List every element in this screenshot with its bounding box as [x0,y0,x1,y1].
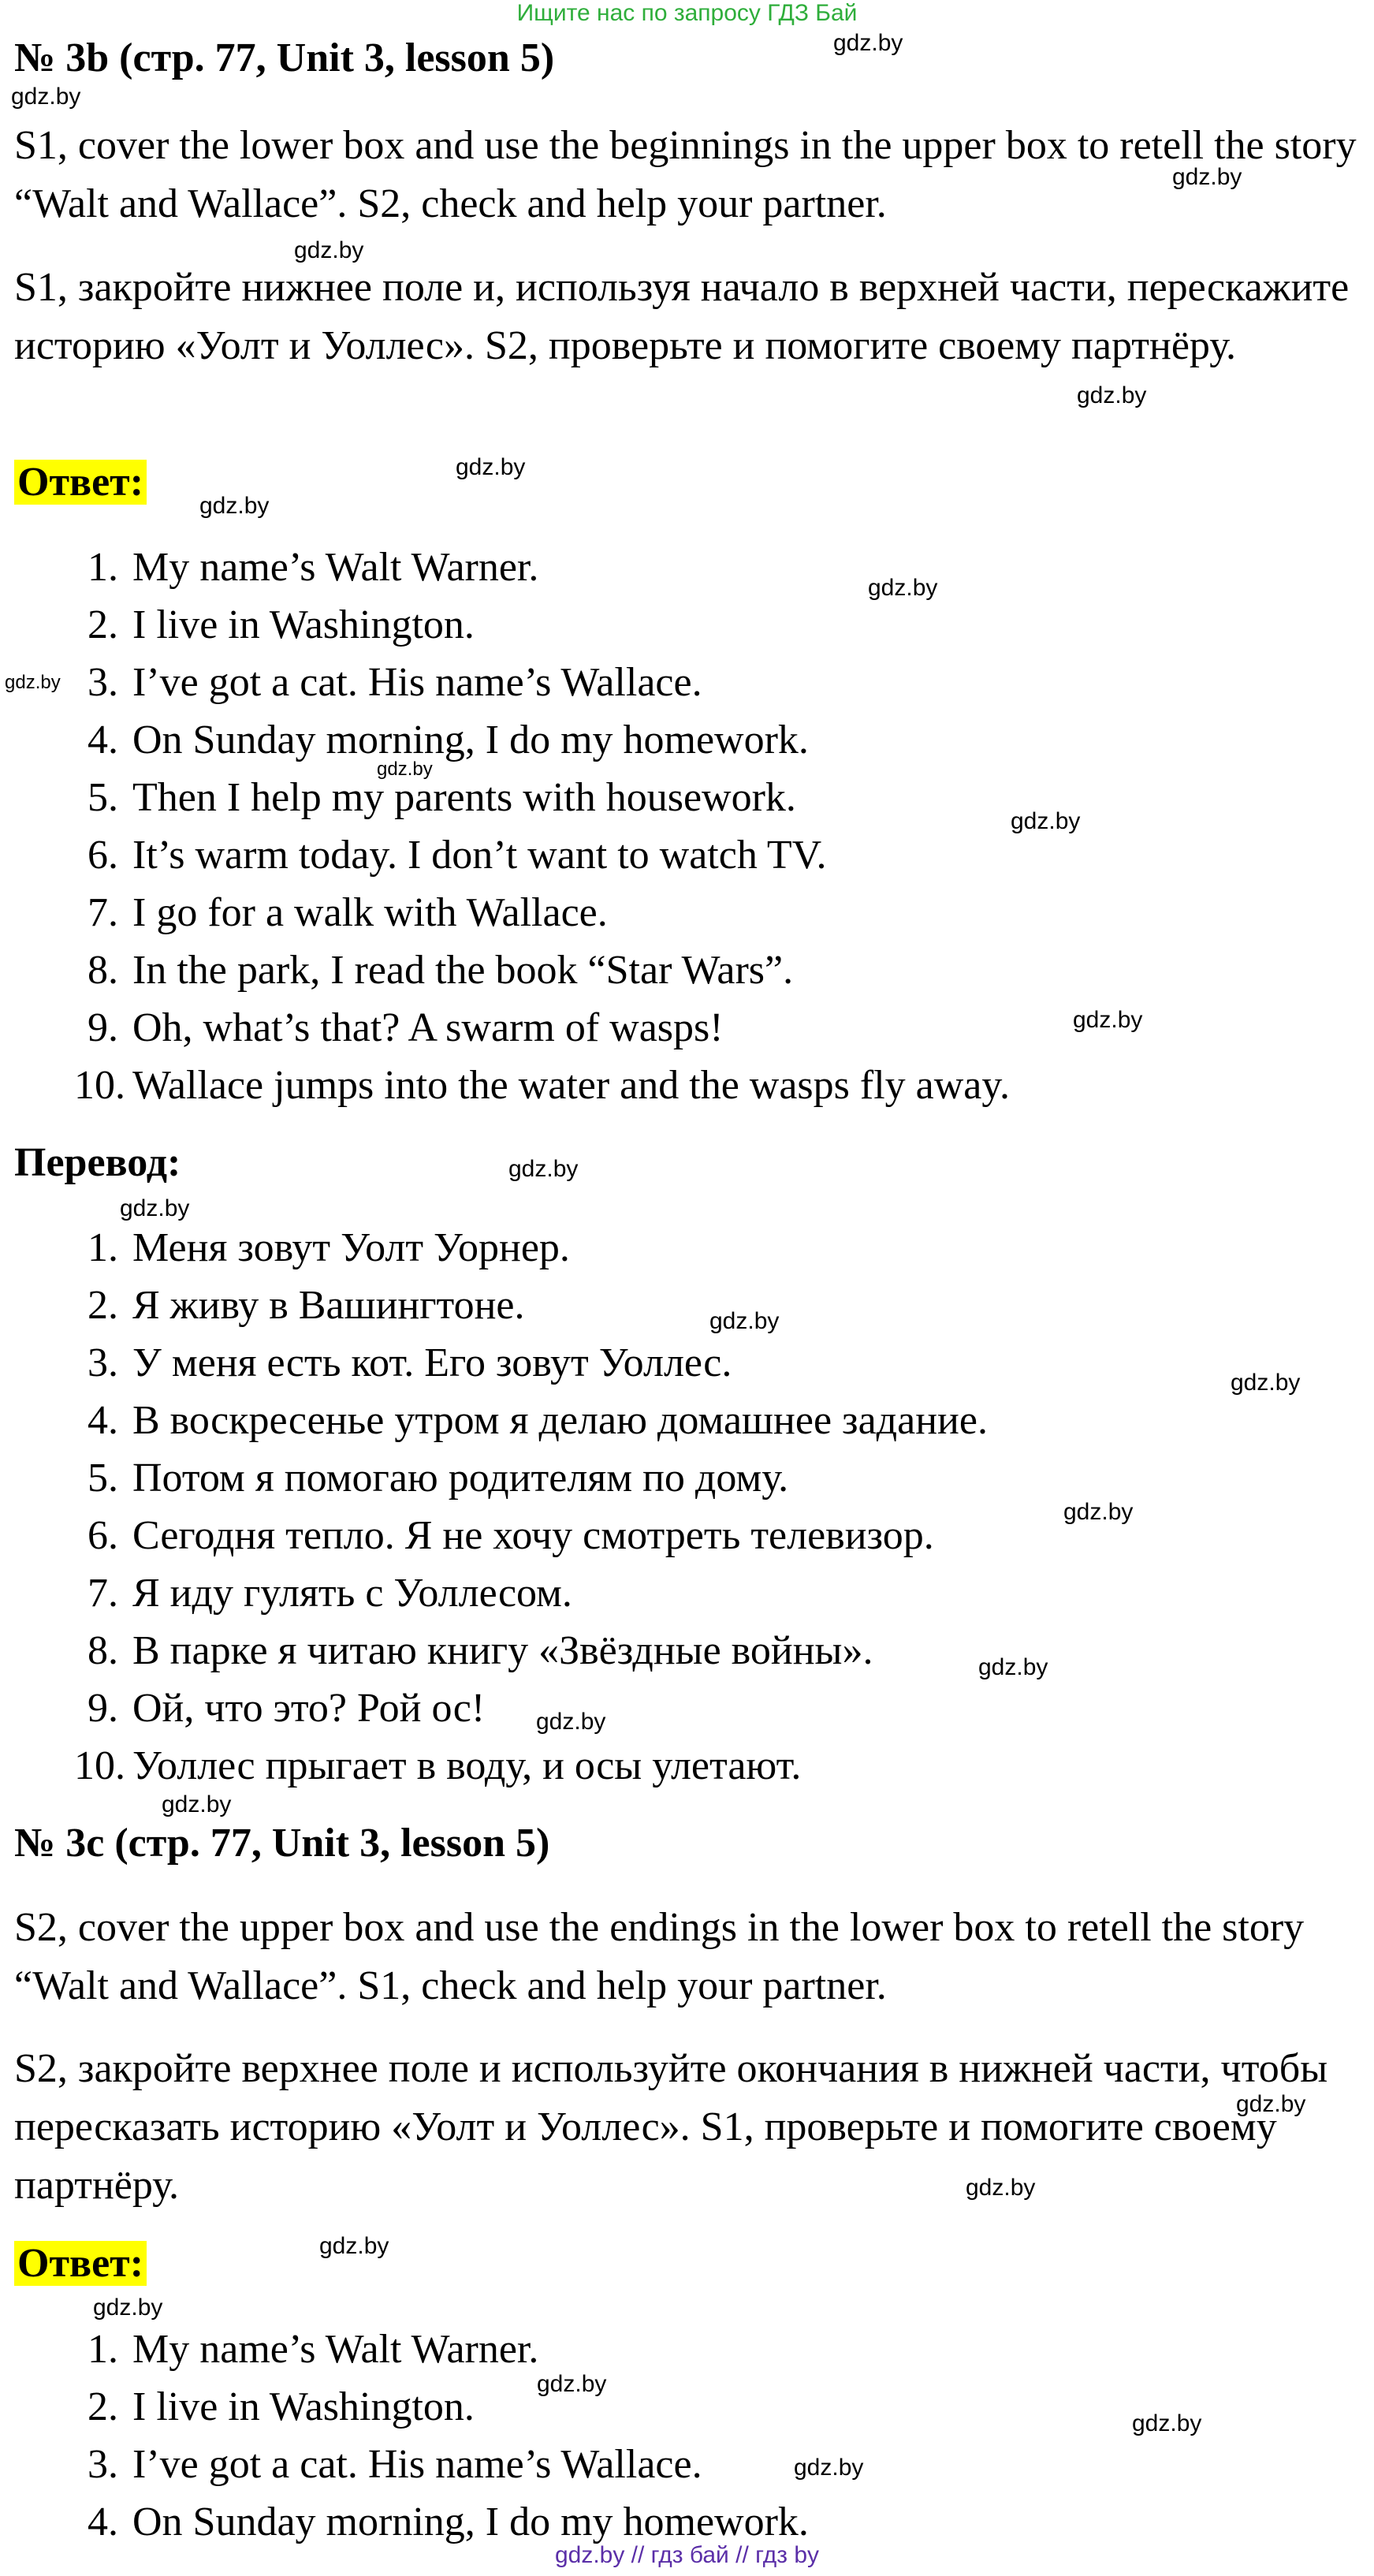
item-number: 7. [88,890,118,935]
item-number: 4. [88,2500,118,2544]
watermark: gdz.by [1132,2410,1202,2436]
site-banner[interactable]: Ищите нас по запросу ГДЗ Бай [516,0,858,26]
item-number: 1. [88,2327,118,2372]
task-3c-instruction-ru: S2, закройте верхнее поле и используйте окончания в нижней части, чтобы пересказать историю «Уолт и Уоллес». S1, проверьте и помогите своему партнёру. [14,2046,1328,2208]
item-text: I’ve got a cat. His name’s Wallace. [132,660,702,705]
item-number: 1. [88,545,118,590]
watermark: gdz.by [1236,2091,1306,2117]
item-number: 9. [88,1686,118,1731]
watermark: gdz.by [966,2175,1036,2201]
item-number: 5. [88,1456,118,1500]
watermark: gdz.by [537,2371,607,2397]
task-3b-instruction-ru: S1, закройте нижнее поле и, используя начало в верхней части, перескажите историю «Уолт и Уоллес». S2, проверьте и помогите своему партнёру. [14,265,1350,368]
answer-highlight: Ответ: [14,460,147,505]
item-number: 5. [88,775,118,820]
item-text: I’ve got a cat. His name’s Wallace. [132,2442,702,2487]
task-3b-instruction-en: S1, cover the lower box and use the beginnings in the upper box to retell the story “Walt and Wallace”. S2, check and help your partner. [14,123,1357,226]
watermark: gdz.by [536,1709,606,1735]
item-number: 3. [88,660,118,705]
watermark: gdz.by [1063,1499,1134,1525]
item-number: 6. [88,833,118,878]
task-3c-heading: № 3c (стр. 77, Unit 3, lesson 5) [14,1821,550,1866]
watermark: gdz.by [377,759,433,780]
item-number: 2. [88,602,118,647]
item-text: I live in Washington. [132,602,475,647]
item-number: 2. [88,2384,118,2429]
task-3c-instruction-en: S2, cover the upper box and use the endings in the lower box to retell the story “Walt and Wallace”. S1, check and help your partner. [14,1905,1305,2008]
watermark: gdz.by [868,575,938,601]
task-3b-heading: № 3b (стр. 77, Unit 3, lesson 5) [14,35,555,80]
item-text: On Sunday morning, I do my homework. [132,2500,809,2544]
item-number: 6. [88,1513,118,1558]
task-3b-translation-label: Перевод: [14,1140,181,1185]
item-number: 4. [88,718,118,762]
item-text: Ой, что это? Рой ос! [132,1686,486,1731]
watermark: gdz.by [162,1791,232,1817]
item-number: 9. [88,1005,118,1050]
site-footer[interactable]: gdz.by // гдз бай // гдз by [554,2542,820,2568]
watermark: gdz.by [93,2295,163,2321]
item-text: Потом я помогаю родителям по дому. [132,1456,789,1500]
item-number: 2. [88,1283,118,1328]
watermark: gdz.by [794,2455,864,2481]
item-text: I live in Washington. [132,2384,475,2429]
item-number: 8. [88,1628,118,1673]
item-text: It’s warm today. I don’t want to watch TV. [132,833,827,878]
item-text: В парке я читаю книгу «Звёздные войны». [132,1628,873,1673]
watermark: gdz.by [199,493,270,519]
watermark: gdz.by [833,30,903,56]
watermark: gdz.by [11,84,81,110]
watermark: gdz.by [319,2233,389,2259]
watermark: gdz.by [294,237,364,263]
watermark: gdz.by [1011,808,1081,834]
item-text: Я живу в Вашингтоне. [132,1283,525,1328]
watermark: gdz.by [1077,382,1147,408]
task-3c-answer-label [14,2240,147,2287]
item-text: В воскресенье утром я делаю домашнее задание. [132,1398,988,1443]
watermark: gdz.by [120,1195,190,1221]
item-number: 8. [88,948,118,993]
item-number: 10. [74,1743,125,1788]
watermark: gdz.by [1231,1370,1301,1396]
item-text: Уоллес прыгает в воду, и осы улетают. [132,1743,802,1788]
item-text: У меня есть кот. Его зовут Уоллес. [132,1340,732,1385]
watermark: gdz.by [1073,1007,1143,1033]
item-number: 4. [88,1398,118,1443]
item-number: 1. [88,1225,118,1270]
item-text: My name’s Walt Warner. [132,545,539,590]
watermark: gdz.by [1172,164,1242,190]
item-text: Я иду гулять с Уоллесом. [132,1571,572,1616]
answer-highlight: Ответ: [14,2241,147,2286]
item-text: Wallace jumps into the water and the wasps fly away. [132,1063,1010,1108]
watermark: gdz.by [5,672,61,693]
item-number: 3. [88,2442,118,2487]
item-text: Then I help my parents with housework. [132,775,796,820]
item-text: On Sunday morning, I do my homework. [132,718,809,762]
watermark: gdz.by [978,1654,1048,1680]
item-number: 10. [74,1063,125,1108]
item-text: Oh, what’s that? A swarm of wasps! [132,1005,724,1050]
watermark: gdz.by [508,1156,579,1182]
item-text: Меня зовут Уолт Уорнер. [132,1225,570,1270]
item-text: I go for a walk with Wallace. [132,890,608,935]
item-text: Сегодня тепло. Я не хочу смотреть телевизор. [132,1513,934,1558]
item-number: 3. [88,1340,118,1385]
watermark: gdz.by [709,1308,780,1334]
task-3b-answer-label [14,459,147,505]
item-text: My name’s Walt Warner. [132,2327,539,2372]
watermark: gdz.by [456,454,526,480]
item-number: 7. [88,1571,118,1616]
item-text: In the park, I read the book “Star Wars”. [132,948,794,993]
